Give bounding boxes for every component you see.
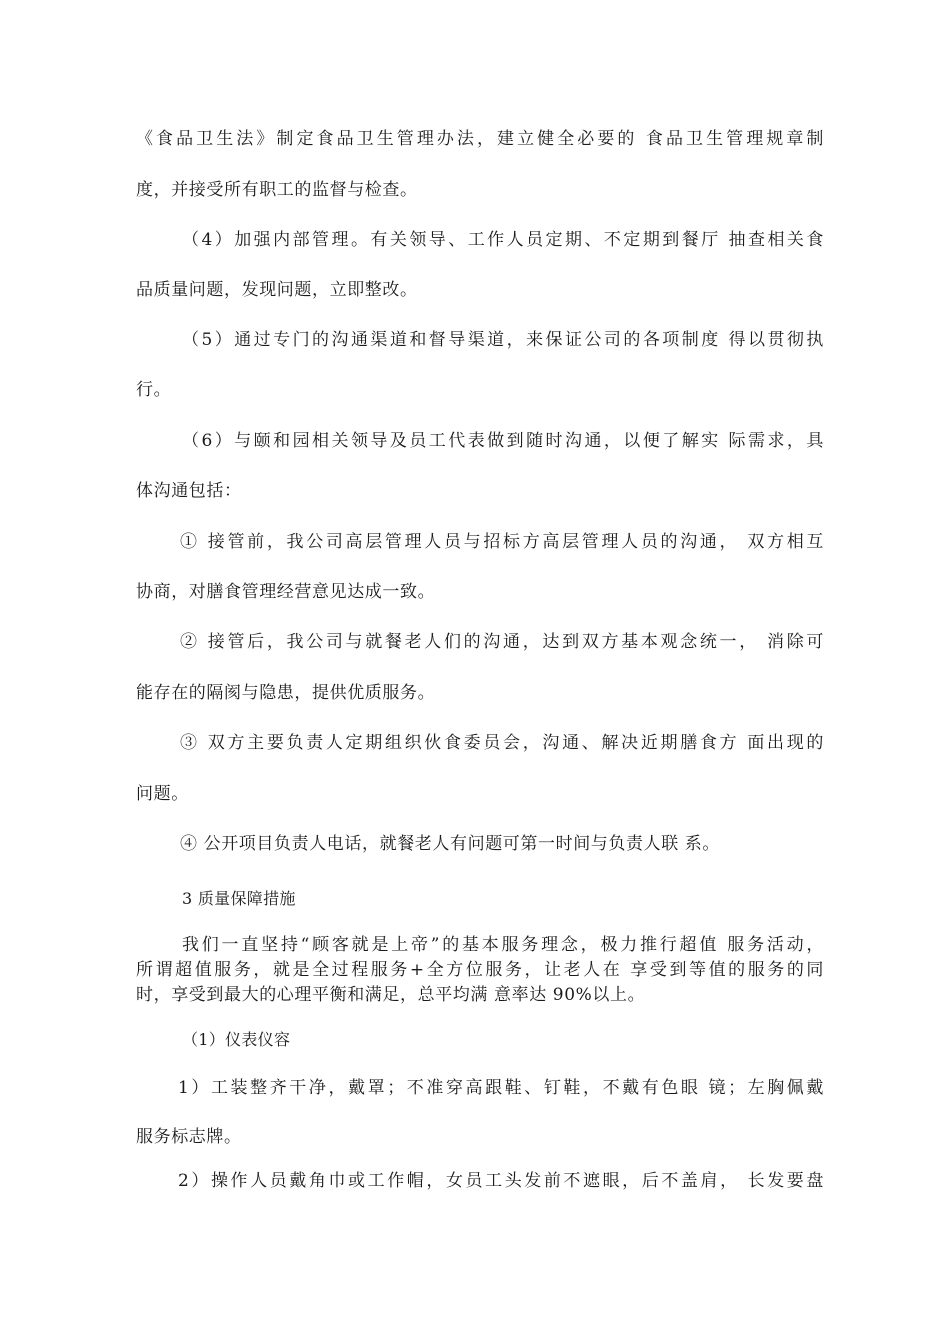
paragraph-line: （4）加强内部管理。有关领导、工作人员定期、不定期到餐厅 抽查相关食	[182, 230, 824, 250]
paragraph-line: 1）工装整齐干净，戴罩；不准穿高跟鞋、钉鞋，不戴有色眼 镜；左胸佩戴	[178, 1078, 824, 1098]
paragraph-line: 行。	[136, 380, 172, 400]
paragraph-line: 2）操作人员戴角巾或工作帽，女员工头发前不遮眼，后不盖肩， 长发要盘	[178, 1171, 824, 1191]
paragraph-line: 所谓超值服务，就是全过程服务+全方位服务，让老人在 享受到等值的服务的同	[136, 960, 824, 980]
paragraph-line: 我们一直坚持“顾客就是上帝”的基本服务理念，极力推行超值 服务活动，	[182, 935, 824, 955]
subsection-heading: （1）仪表仪容	[182, 1030, 291, 1049]
section-heading: 3 质量保障措施	[182, 889, 296, 908]
paragraph-line: （5）通过专门的沟通渠道和督导渠道，来保证公司的各项制度 得以贯彻执	[182, 330, 824, 350]
paragraph-line: 《食品卫生法》制定食品卫生管理办法，建立健全必要的 食品卫生管理规章制	[136, 129, 824, 149]
paragraph-line: 能存在的隔阂与隐患，提供优质服务。	[136, 683, 436, 703]
paragraph-line: 度，并接受所有职工的监督与检查。	[136, 180, 418, 200]
paragraph-line: ④ 公开项目负责人电话，就餐老人有问题可第一时间与负责人联 系。	[180, 834, 721, 854]
paragraph-line: ② 接管后，我公司与就餐老人们的沟通，达到双方基本观念统一， 消除可	[180, 632, 824, 652]
paragraph-line: 体沟通包括：	[136, 481, 242, 501]
paragraph-line: 服务标志牌。	[136, 1127, 242, 1147]
paragraph-line: 品质量问题，发现问题，立即整改。	[136, 280, 418, 300]
paragraph-line: 问题。	[136, 784, 189, 804]
paragraph-line: 协商，对膳食管理经营意见达成一致。	[136, 582, 436, 602]
paragraph-line: 时，享受到最大的心理平衡和满足，总平均满 意率达 90%以上。	[136, 985, 646, 1005]
paragraph-line: （6）与颐和园相关领导及员工代表做到随时沟通，以便了解实 际需求，具	[182, 431, 824, 451]
paragraph-line: ③ 双方主要负责人定期组织伙食委员会，沟通、解决近期膳食方 面出现的	[180, 733, 824, 753]
paragraph-line: ① 接管前，我公司高层管理人员与招标方高层管理人员的沟通， 双方相互	[180, 532, 824, 552]
